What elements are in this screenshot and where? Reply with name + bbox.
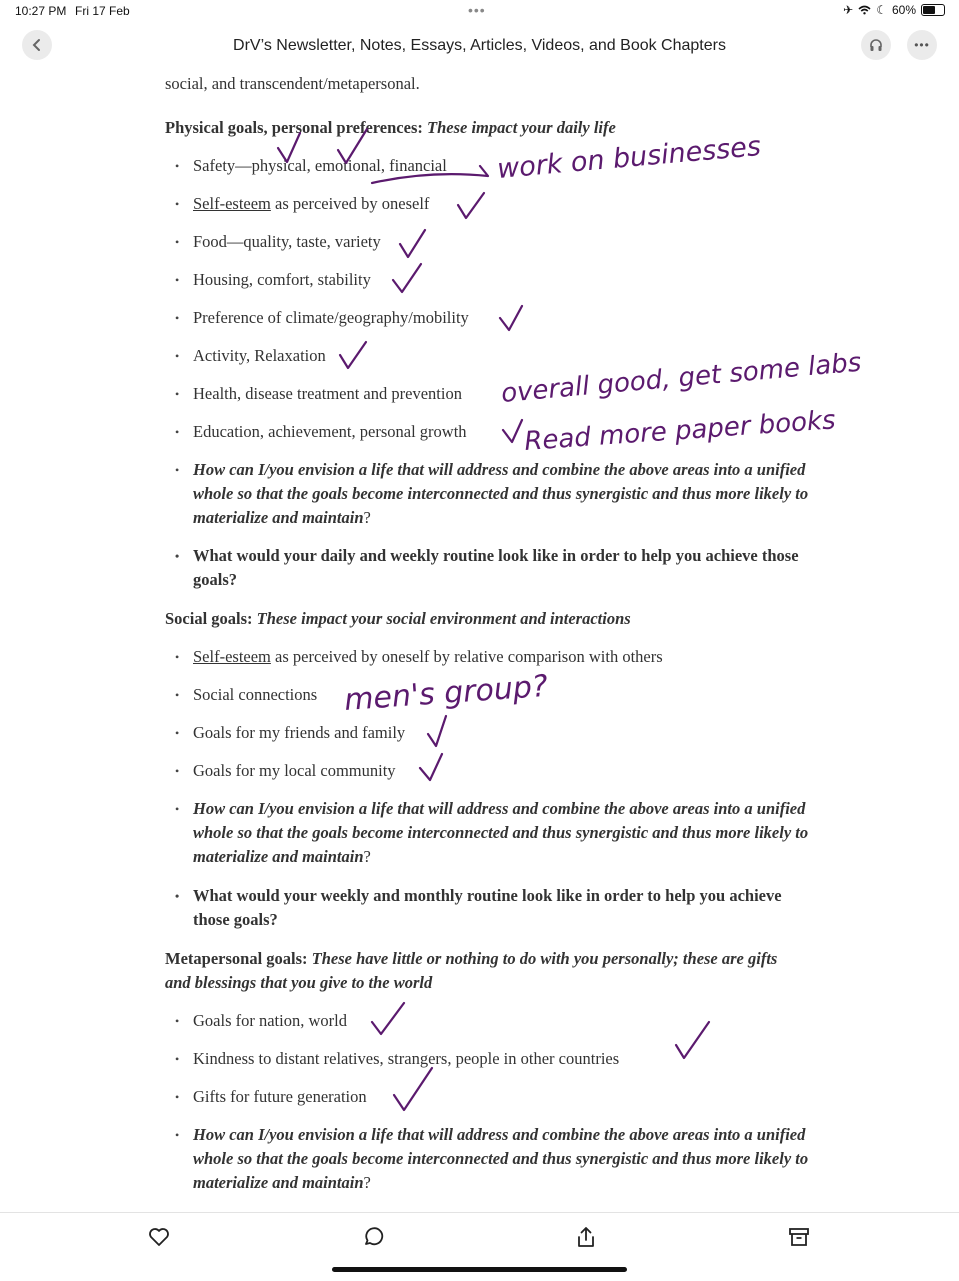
list-item: • How can I/you envision a life that will address and combine the above areas into a unified whole so that the goals become interconnected and thus synergistic and thus more likely to materialize and maintain? (193, 797, 813, 869)
archive-icon[interactable] (787, 1225, 811, 1249)
self-esteem-link[interactable]: Self-esteem (193, 194, 271, 213)
self-esteem-link[interactable]: Self-esteem (193, 647, 271, 666)
list-item: • What would your weekly and monthly routine look like in order to help you achieve those goals? (193, 884, 813, 932)
list-item: • Housing, comfort, stability (193, 268, 813, 292)
list-item: • Gifts for future generation (193, 1085, 813, 1109)
battery-percent: 60% (891, 3, 916, 17)
list-item: • Social connections (193, 683, 813, 707)
list-item: • Goals for my local community (193, 759, 813, 783)
wifi-icon (858, 5, 871, 15)
list-item: • Self-esteem as perceived by oneself (193, 192, 813, 216)
handwritten-note: Read more paper books (523, 405, 837, 457)
headphones-icon (869, 38, 883, 52)
battery-icon (921, 4, 945, 16)
handwritten-note: men's group? (343, 668, 549, 718)
share-icon[interactable] (574, 1225, 598, 1249)
list-item: • Safety—physical, emotional, financial (193, 154, 813, 178)
ellipsis-icon: ••• (914, 38, 930, 52)
page-title: DrV’s Newsletter, Notes, Essays, Articles, Videos, and Book Chapters (233, 37, 726, 54)
airplane-icon: ✈ (843, 3, 854, 17)
physical-heading: Physical goals, personal preferences: These impact your daily life (165, 118, 616, 137)
list-item: • How can I/you envision a life that will address and combine the above areas into a unified whole so that the goals become interconnected and thus synergistic and thus more likely to materialize and maintain? (193, 1123, 813, 1195)
status-bar (0, 0, 959, 22)
list-item: • Activity, Relaxation (193, 344, 813, 368)
list-item: • Food—quality, taste, variety (193, 230, 813, 254)
handwritten-note: work on businesses (495, 131, 763, 185)
metapersonal-heading: Metapersonal goals: These have little or nothing to do with you personally; these are gifts and blessings that you give to the world (165, 949, 778, 992)
home-indicator[interactable] (332, 1267, 627, 1272)
list-item: • Self-esteem as perceived by oneself by relative comparison with others (193, 645, 813, 669)
moon-icon: ☾ (876, 3, 887, 17)
list-item: • What would your daily and weekly routine look like in order to help you achieve those goals? (193, 544, 813, 592)
list-item: • Preference of climate/geography/mobility (193, 306, 813, 330)
list-item: • Goals for nation, world (193, 1009, 813, 1033)
list-item: • Goals for my friends and family (193, 721, 813, 745)
status-time: 10:27 PM (15, 4, 67, 18)
social-heading: Social goals: These impact your social environment and interactions (165, 609, 631, 628)
list-item: • Kindness to distant relatives, strangers, people in other countries (193, 1047, 813, 1071)
status-right (843, 3, 945, 17)
listen-button[interactable] (861, 30, 891, 60)
nav-bar (0, 28, 959, 66)
intro-tail: social, and transcendent/metapersonal. (165, 74, 420, 93)
heart-icon[interactable] (147, 1225, 171, 1249)
list-item: • How can I/you envision a life that will address and combine the above areas into a unified whole so that the goals become interconnected and thus synergistic and thus more likely to materialize and maintain? (193, 458, 813, 530)
multitasking-dots-icon[interactable]: ••• (468, 2, 486, 18)
status-date: Fri 17 Feb (75, 4, 130, 18)
list-item: • Health, disease treatment and prevention (193, 382, 813, 406)
list-item: • Education, achievement, personal growth (193, 420, 813, 444)
comment-icon[interactable] (361, 1225, 385, 1249)
more-button[interactable] (907, 30, 937, 60)
handwritten-note: overall good, get some labs (499, 347, 863, 409)
